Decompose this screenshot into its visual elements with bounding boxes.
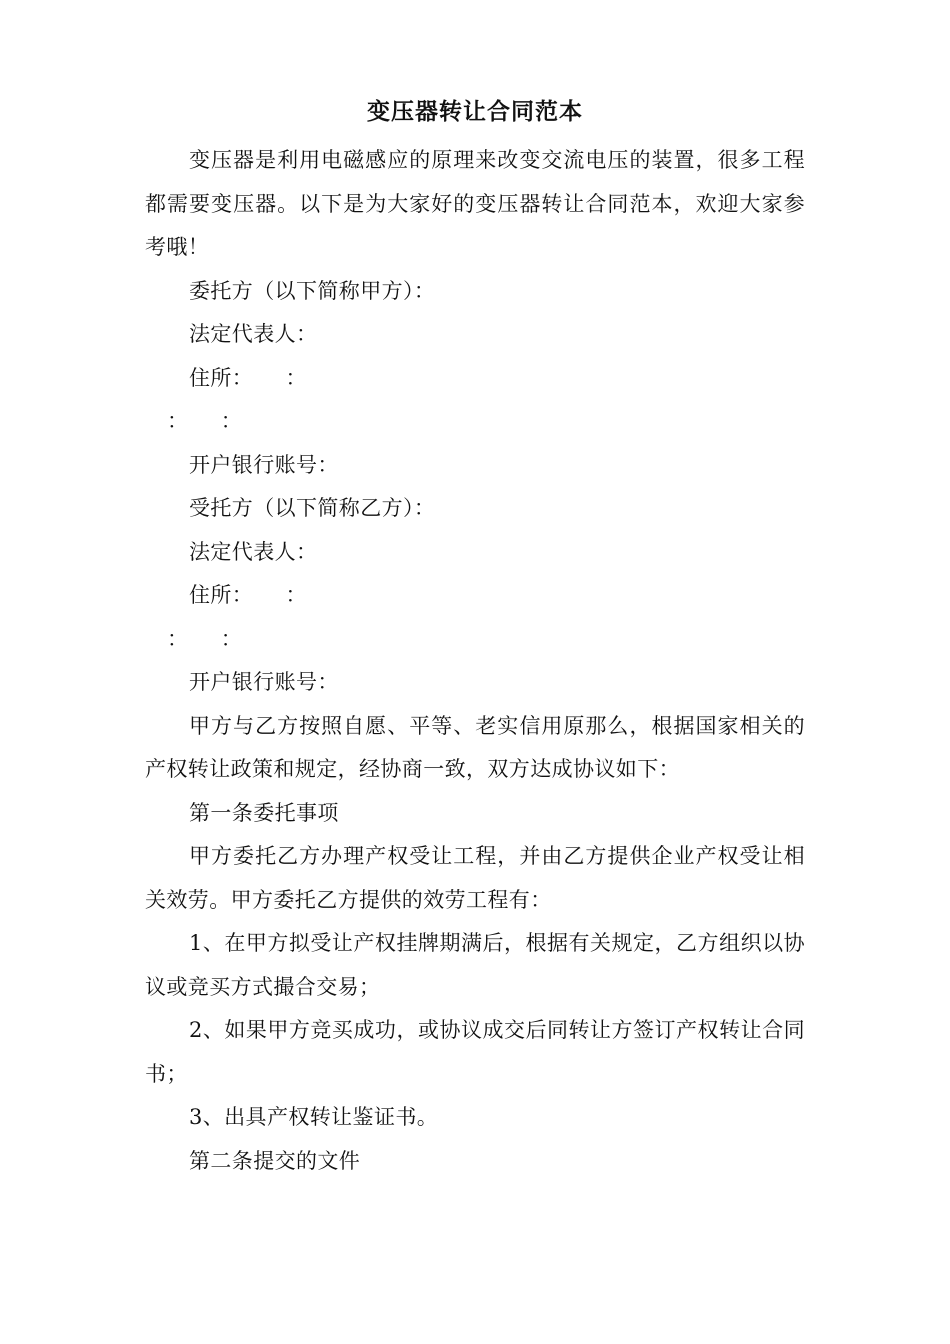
paragraph-intro: 变压器是利用电磁感应的原理来改变交流电压的装置，很多工程都需要变压器。以下是为大家好的变压器转让合同范本，欢迎大家参考哦！ bbox=[145, 148, 805, 259]
paragraph-agent-address: 住所： ： bbox=[189, 583, 307, 607]
paragraph-agent-party: 受托方（以下简称乙方）： bbox=[189, 496, 436, 520]
paragraph-article-1-body: 甲方委托乙方办理产权受让工程，并由乙方提供企业产权受让相关效劳。甲方委托乙方提供的效劳工程有： bbox=[145, 844, 805, 912]
paragraph-client-address: 住所： ： bbox=[189, 365, 307, 390]
list-item-1: 1、在甲方拟受让产权挂牌期满后，根据有关规定，乙方组织以协议或竞买方式撮合交易； bbox=[145, 931, 805, 999]
section-heading-article-2: 第二条提交的文件 bbox=[189, 1148, 361, 1173]
document-body bbox=[145, 139, 805, 1183]
paragraph-client-party: 委托方（以下简称甲方）： bbox=[189, 278, 436, 303]
paragraph-agent-contact: ： ： bbox=[167, 626, 243, 651]
paragraph-client-bank-account: 开户银行账号： bbox=[189, 452, 339, 477]
list-item-2: 2、如果甲方竞买成功，或协议成交后同转让方签订产权转让合同书； bbox=[145, 1018, 805, 1086]
paragraph-client-contact: ： ： bbox=[167, 409, 243, 433]
paragraph-client-representative: 法定代表人： bbox=[189, 322, 318, 346]
paragraph-agent-bank-account: 开户银行账号： bbox=[189, 670, 339, 694]
paragraph-agent-representative: 法定代表人： bbox=[189, 539, 318, 564]
section-heading-article-1: 第一条委托事项 bbox=[189, 800, 339, 825]
paragraph-agreement-basis: 甲方与乙方按照自愿、平等、老实信用原那么，根据国家相关的产权转让政策和规定，经协商一致，双方达成协议如下： bbox=[145, 713, 805, 781]
list-item-3: 3、出具产权转让鉴证书。 bbox=[189, 1105, 439, 1129]
page-title: 变压器转让合同范本 bbox=[367, 98, 583, 125]
